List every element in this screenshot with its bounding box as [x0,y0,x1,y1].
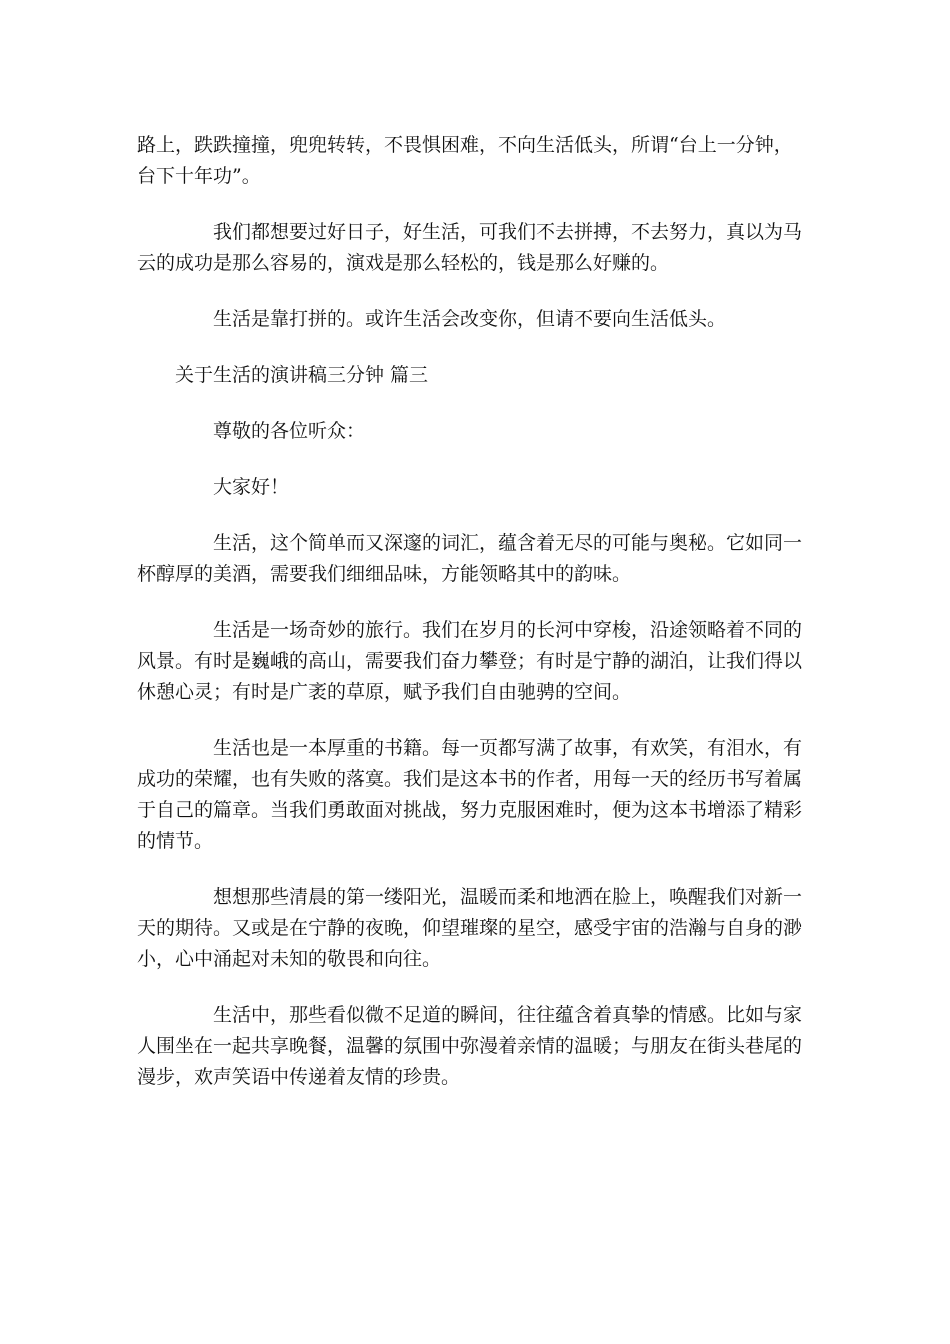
text-line: 杯醇厚的美酒，需要我们细细品味，方能领略其中的韵味。 [137,563,632,585]
paragraph [137,615,813,708]
text-line: 生活也是一本厚重的书籍。每一页都写满了故事，有欢笑，有泪水，有 [213,737,803,759]
text-line: 于自己的篇章。当我们勇敢面对挑战，努力克服困难时，便为这本书增添了精彩 [137,799,803,821]
text-line: 生活是一场奇妙的旅行。我们在岁月的长河中穿梭，沿途领略着不同的 [213,619,803,641]
paragraph [137,304,813,335]
text-line: 小，心中涌起对未知的敬畏和向往。 [137,948,442,970]
text-line: 休憩心灵；有时是广袤的草原，赋予我们自由驰骋的空间。 [137,681,632,703]
text-line: 生活，这个简单而又深邃的词汇，蕴含着无尽的可能与奥秘。它如同一 [213,532,803,554]
salutation [137,416,813,447]
text-line: 天的期待。又或是在宁静的夜晚，仰望璀璨的星空，感受宇宙的浩瀚与自身的渺 [137,917,803,939]
paragraph [137,528,813,590]
text-line: 想想那些清晨的第一缕阳光，温暖而柔和地洒在脸上，唤醒我们对新一 [213,886,803,908]
paragraph-continuation [137,130,813,192]
text-line: 生活中，那些看似微不足道的瞬间，往往蕴含着真挚的情感。比如与家 [213,1004,803,1026]
text-line: 成功的荣耀，也有失败的落寞。我们是这本书的作者，用每一天的经历书写着属 [137,768,803,790]
text-line: 大家好！ [213,476,290,498]
text-line: 生活是靠打拼的。或许生活会改变你，但请不要向生活低头。 [213,308,727,330]
paragraph [137,882,813,975]
paragraph [137,1000,813,1093]
text-line: 的情节。 [137,830,214,852]
section-heading: 关于生活的演讲稿三分钟 篇三 [175,364,429,386]
greeting [137,472,813,503]
paragraph [137,733,813,857]
text-line: 漫步，欢声笑语中传递着友情的珍贵。 [137,1066,461,1088]
text-line: 云的成功是那么容易的，演戏是那么轻松的，钱是那么好赚的。 [137,252,670,274]
text-line: 风景。有时是巍峨的高山，需要我们奋力攀登；有时是宁静的湖泊，让我们得以 [137,650,803,672]
paragraph [137,217,813,279]
text-line: 人围坐在一起共享晚餐，温馨的氛围中弥漫着亲情的温暖；与朋友在街头巷尾的 [137,1035,803,1057]
document-body [137,130,813,1118]
text-line: 尊敬的各位听众： [213,420,366,442]
text-line: 台下十年功”。 [137,165,261,187]
text-line: 我们都想要过好日子，好生活，可我们不去拼搏，不去努力，真以为马 [213,221,803,243]
text-line: 路上，跌跌撞撞，兜兜转转，不畏惧困难，不向生活低头，所谓“台上一分钟， [137,134,793,156]
